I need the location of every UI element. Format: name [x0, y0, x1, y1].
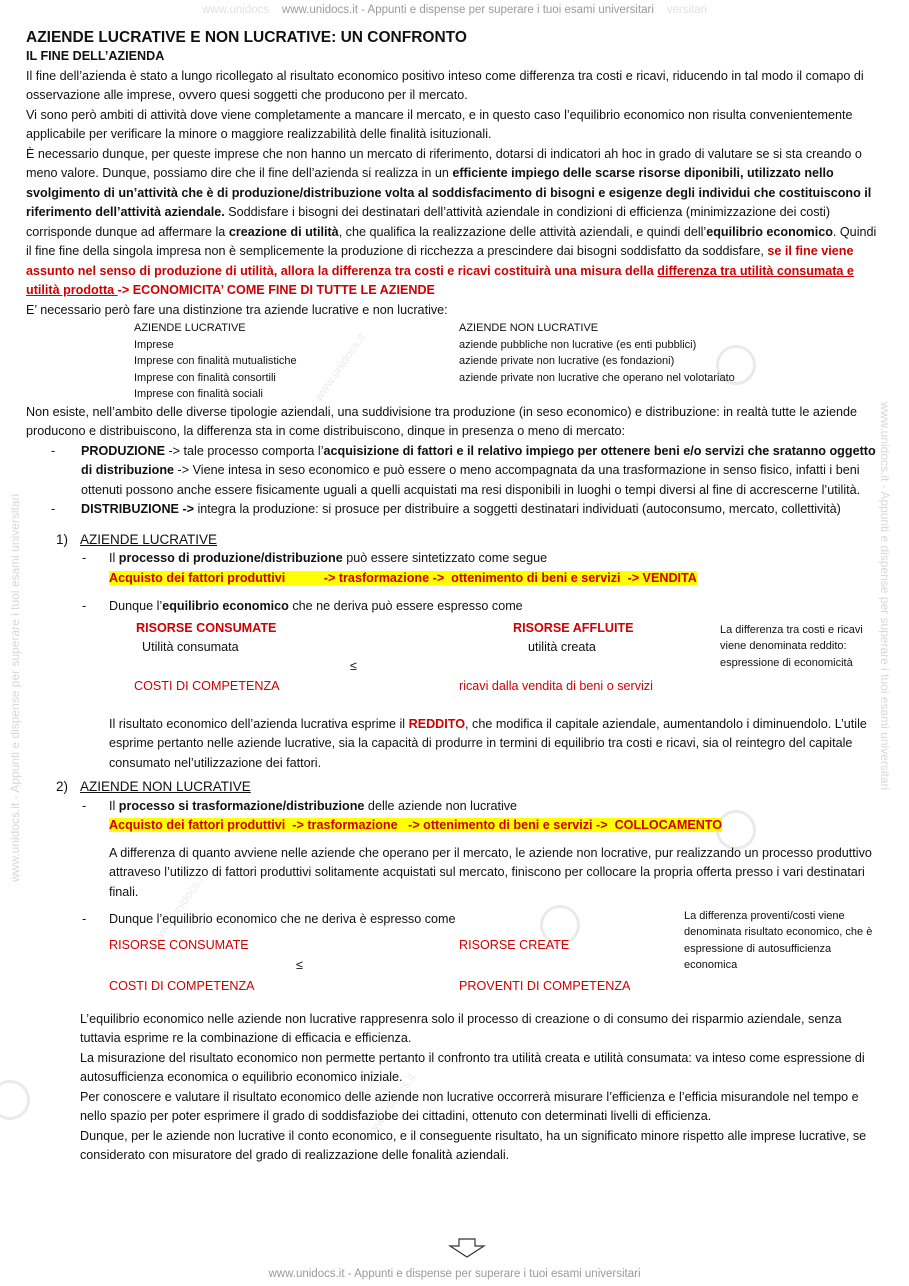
- equilibrium-block: [26, 617, 884, 715]
- paragraph: L’equilibrio economico nelle aziende non lucrative rappresenra solo il processo di creazione o di consumo dei risparmio aziendale, senza tuttavia esprime re la combinazione di efficacia e efficienza.: [80, 1011, 842, 1045]
- list-item: - Dunque l’equilibrio economico che ne deriva è espresso come: [82, 912, 456, 926]
- watermark-faint-left: www.unidocs: [202, 4, 270, 16]
- watermark-diagonal: www.unidocs.it: [311, 330, 369, 404]
- watermark-slogan-bottom: www.unidocs.it - Appunti e dispense per superare i tuoi esami universitari: [268, 1268, 641, 1280]
- flow-line: Acquisto dei fattori produttivi -> trasformazione -> ottenimento di beni e servizi -> COLLOCAMENTO: [109, 818, 723, 832]
- list-item: - Dunque l’equilibrio economico che ne deriva può essere espresso come: [82, 599, 523, 613]
- flow-line: Acquisto dei fattori produttivi -> trasformazione -> ottenimento di beni e servizi -> VENDITA: [109, 570, 697, 585]
- paragraph: A differenza di quanto avviene nelle aziende che operano per il mercato, le aziende non locrative, pur realizzando un processo produttivo attraveso l’utilizzo di fattori produttivi solitamente acquistati sul mercato, finiscono per collocare la propria offerta presso i vari destinatari finali.: [109, 845, 872, 899]
- watermark-slogan-top: www.unidocs.it - Appunti e dispense per superare i tuoi esami universitari: [281, 4, 654, 16]
- paragraph: Vi sono però ambiti di attività dove viene completamente a mancare il mercato, e in questo caso l’equilibrio economico non risulta convenientemente applicabile per verificare la minore o maggiore realizzabilità delle finalità isituzionali.: [26, 107, 853, 141]
- eq-sign: ≤: [296, 957, 303, 972]
- table-cell: AZIENDE LUCRATIVE: [134, 322, 246, 334]
- table-cell: aziende private non lucrative che operano nel volotariato: [459, 371, 735, 384]
- down-arrow-icon: [448, 1238, 486, 1258]
- bullet-item: - DISTRIBUZIONE -> integra la produzione: si prosuce per distribuire a soggetti destinatari individuati (autoconsumo, mercato, collettività): [51, 502, 841, 516]
- paragraph: Non esiste, nell’ambito delle diverse tipologie aziendali, una suddivisione tra produzione (in seso economico) e distribuzione: in realtà tutte le aziende producono e distribuiscono, la differenza sta in come distribuiscono, dinque in presenza o meno di mercato:: [26, 404, 857, 438]
- eq-left-sub: Utilità consumata: [142, 639, 239, 654]
- watermark-top: [0, 4, 909, 16]
- list-item: - Il processo si trasformazione/distribuzione delle aziende non lucrative: [82, 798, 518, 813]
- eq-left-foot: COSTI DI COMPETENZA: [134, 678, 280, 693]
- eq-right-head: RISORSE CREATE: [459, 937, 570, 952]
- table-column-non-lucrative: [459, 320, 735, 403]
- watermark-faint-right: versitari: [666, 4, 707, 16]
- comparison-table: [134, 320, 884, 403]
- table-cell: aziende pubbliche non lucrative (es enti pubblici): [459, 338, 697, 351]
- watermark-diagonal: www.unidocs.it: [361, 1070, 419, 1144]
- closing-paragraphs: [80, 1010, 884, 1166]
- table-cell: aziende private non lucrative (es fondazioni): [459, 355, 675, 367]
- table-cell: Imprese con finalità sociali: [134, 388, 264, 400]
- section-subtitle: IL FINE DELL’AZIENDA: [26, 49, 165, 63]
- watermark-side-left: www.unidocs.it - Appunti e dispense per superare i tuoi esami universitari: [8, 493, 22, 882]
- paragraph: Dunque, per le aziende non lucrative il conto economico, e il conseguente risultato, ha un significato minore rispetto alle imprese lucrative, se considerato con misuratore del grado di realizzazione delle fonalità aziendali.: [80, 1128, 867, 1162]
- eq-right-foot: PROVENTI DI COMPETENZA: [459, 978, 631, 993]
- side-note: La differenza tra costi e ricavi viene denominata reddito: espressione di economicità: [720, 623, 863, 669]
- paragraph: Il risultato economico dell’azienda lucrativa esprime il REDDITO, che modifica il capitale aziendale, aumentandolo i diminuendolo. L’utile esprime pertanto nelle aziende lucrative, sia la capacità di produrre in termini di equilibrio tra costi e ricavi, sia ol reintegro del capitale consumato nel’utilizzazione dei fattori.: [109, 716, 867, 770]
- table-cell: Imprese con finalità consortili: [134, 371, 276, 384]
- paragraph: La misurazione del risultato economico non permette pertanto il confronto tra utilità creata e utilità consumata: va inteso come espressione di autosufficienza economica o equilibrio economico iniziale.: [80, 1050, 865, 1084]
- bullet-item: - PRODUZIONE -> tale processo comporta l’acquisizione di fattori e il relativo impiego per ottenere beni e/o servizi che sratanno oggetto di distribuzione -> Viene intesa in seso economico e può essere o meno accompagnata da una trasformazione in senso fisico, infatti i beni ottenuti possono anche essere fisicamente uguali a quelli acquistati ma resi disponibili in luoghi o tempi diversi al fine di accrescerne l’utilità.: [51, 443, 876, 497]
- side-note: La differenza proventi/costi viene denominata risultato economico, che è espressione di autosufficienza economica: [684, 909, 873, 971]
- watermark-side-right: www.unidocs.it - Appunti e dispense per superare i tuoi esami universitari: [878, 402, 892, 791]
- document-title: AZIENDE LUCRATIVE E NON LUCRATIVE: UN CONFRONTO: [26, 29, 467, 46]
- eq-left-head: RISORSE CONSUMATE: [136, 620, 277, 635]
- table-cell: Imprese con finalità mutualistiche: [134, 355, 297, 367]
- paragraph: Per conoscere e valutare il risultato economico delle aziende non lucrative occorrerà misurare l’efficienza e l’efficia misurandole nel tempo e nello spazio per poter esprimere il grado di soddisfaziobe dei cittadini, ottenuto con determinati livelli di efficienza.: [80, 1089, 859, 1123]
- eq-right-foot: ricavi dalla vendita di beni o servizi: [459, 678, 653, 693]
- section-heading: 2) AZIENDE NON LUCRATIVE: [56, 779, 251, 794]
- eq-right-sub: utilità creata: [528, 639, 596, 654]
- list-item: - Il processo di produzione/distribuzione può essere sintetizzato come segue: [82, 551, 548, 565]
- paragraph: E’ necessario però fare una distinzione tra aziende lucrative e non lucrative:: [26, 302, 448, 317]
- document-body: [26, 28, 884, 1166]
- paragraph: È necessario dunque, per queste imprese che non hanno un mercato di riferimento, dotarsi di indicatori ah hoc in grado di valutare se si sta creando o meno valore. Dunque, possiamo dire che il fine dell’azienda si realizza in un efficiente impiego delle scarse risorse diponibili, utilizzato nello svolgimento di un’attività che è di produzione/distribuzione volta al soddisfacimento di bisogni e esigenze degli individui che costituiscono il riferimento dell’attività aziendale. Soddisfare i bisogni dei destinatari dell’attività aziendale in condizioni di efficienza (minimizzazione dei costi) corrisponde dunque ad affermare la creazione di utilità, che qualifica la realizzazione delle attività aziendali, e quindi dell’equilibrio economico. Quindi il fine fine della singola impresa non è semplicemente la produzione di ricchezza a prescindere dai bisogni soddisfatto da soddisfare, se il fine viene assunto nel senso di produzione di utilità, allora la differenza tra costi e ricavi costituirà una misura della differenza tra utilità consumata e utilità prodotta -> ECONOMICITA’ COME FINE DI TUTTE LE AZIENDE: [26, 146, 877, 297]
- table-cell: Imprese: [134, 338, 174, 351]
- table-column-lucrative: [134, 320, 459, 403]
- eq-left-head: RISORSE CONSUMATE: [109, 937, 249, 952]
- eq-left-foot: COSTI DI COMPETENZA: [109, 978, 255, 993]
- watermark-bottom: [0, 1268, 909, 1280]
- eq-right-head: RISORSE AFFLUITE: [513, 620, 634, 635]
- table-cell: AZIENDE NON LUCRATIVE: [459, 322, 599, 334]
- paragraph: Il fine dell’azienda è stato a lungo ricollegato al risultato economico positivo inteso come differenza tra costi e ricavi, riducendo in tal modo il comapo di osservazione alle imprese, ovvero quesi soggetti che producono per il mercato.: [26, 68, 864, 102]
- eq-sign: ≤: [350, 658, 357, 673]
- section-heading: 1) AZIENDE LUCRATIVE: [56, 531, 218, 547]
- watermark-diagonal: www.unidocs.it: [151, 870, 209, 944]
